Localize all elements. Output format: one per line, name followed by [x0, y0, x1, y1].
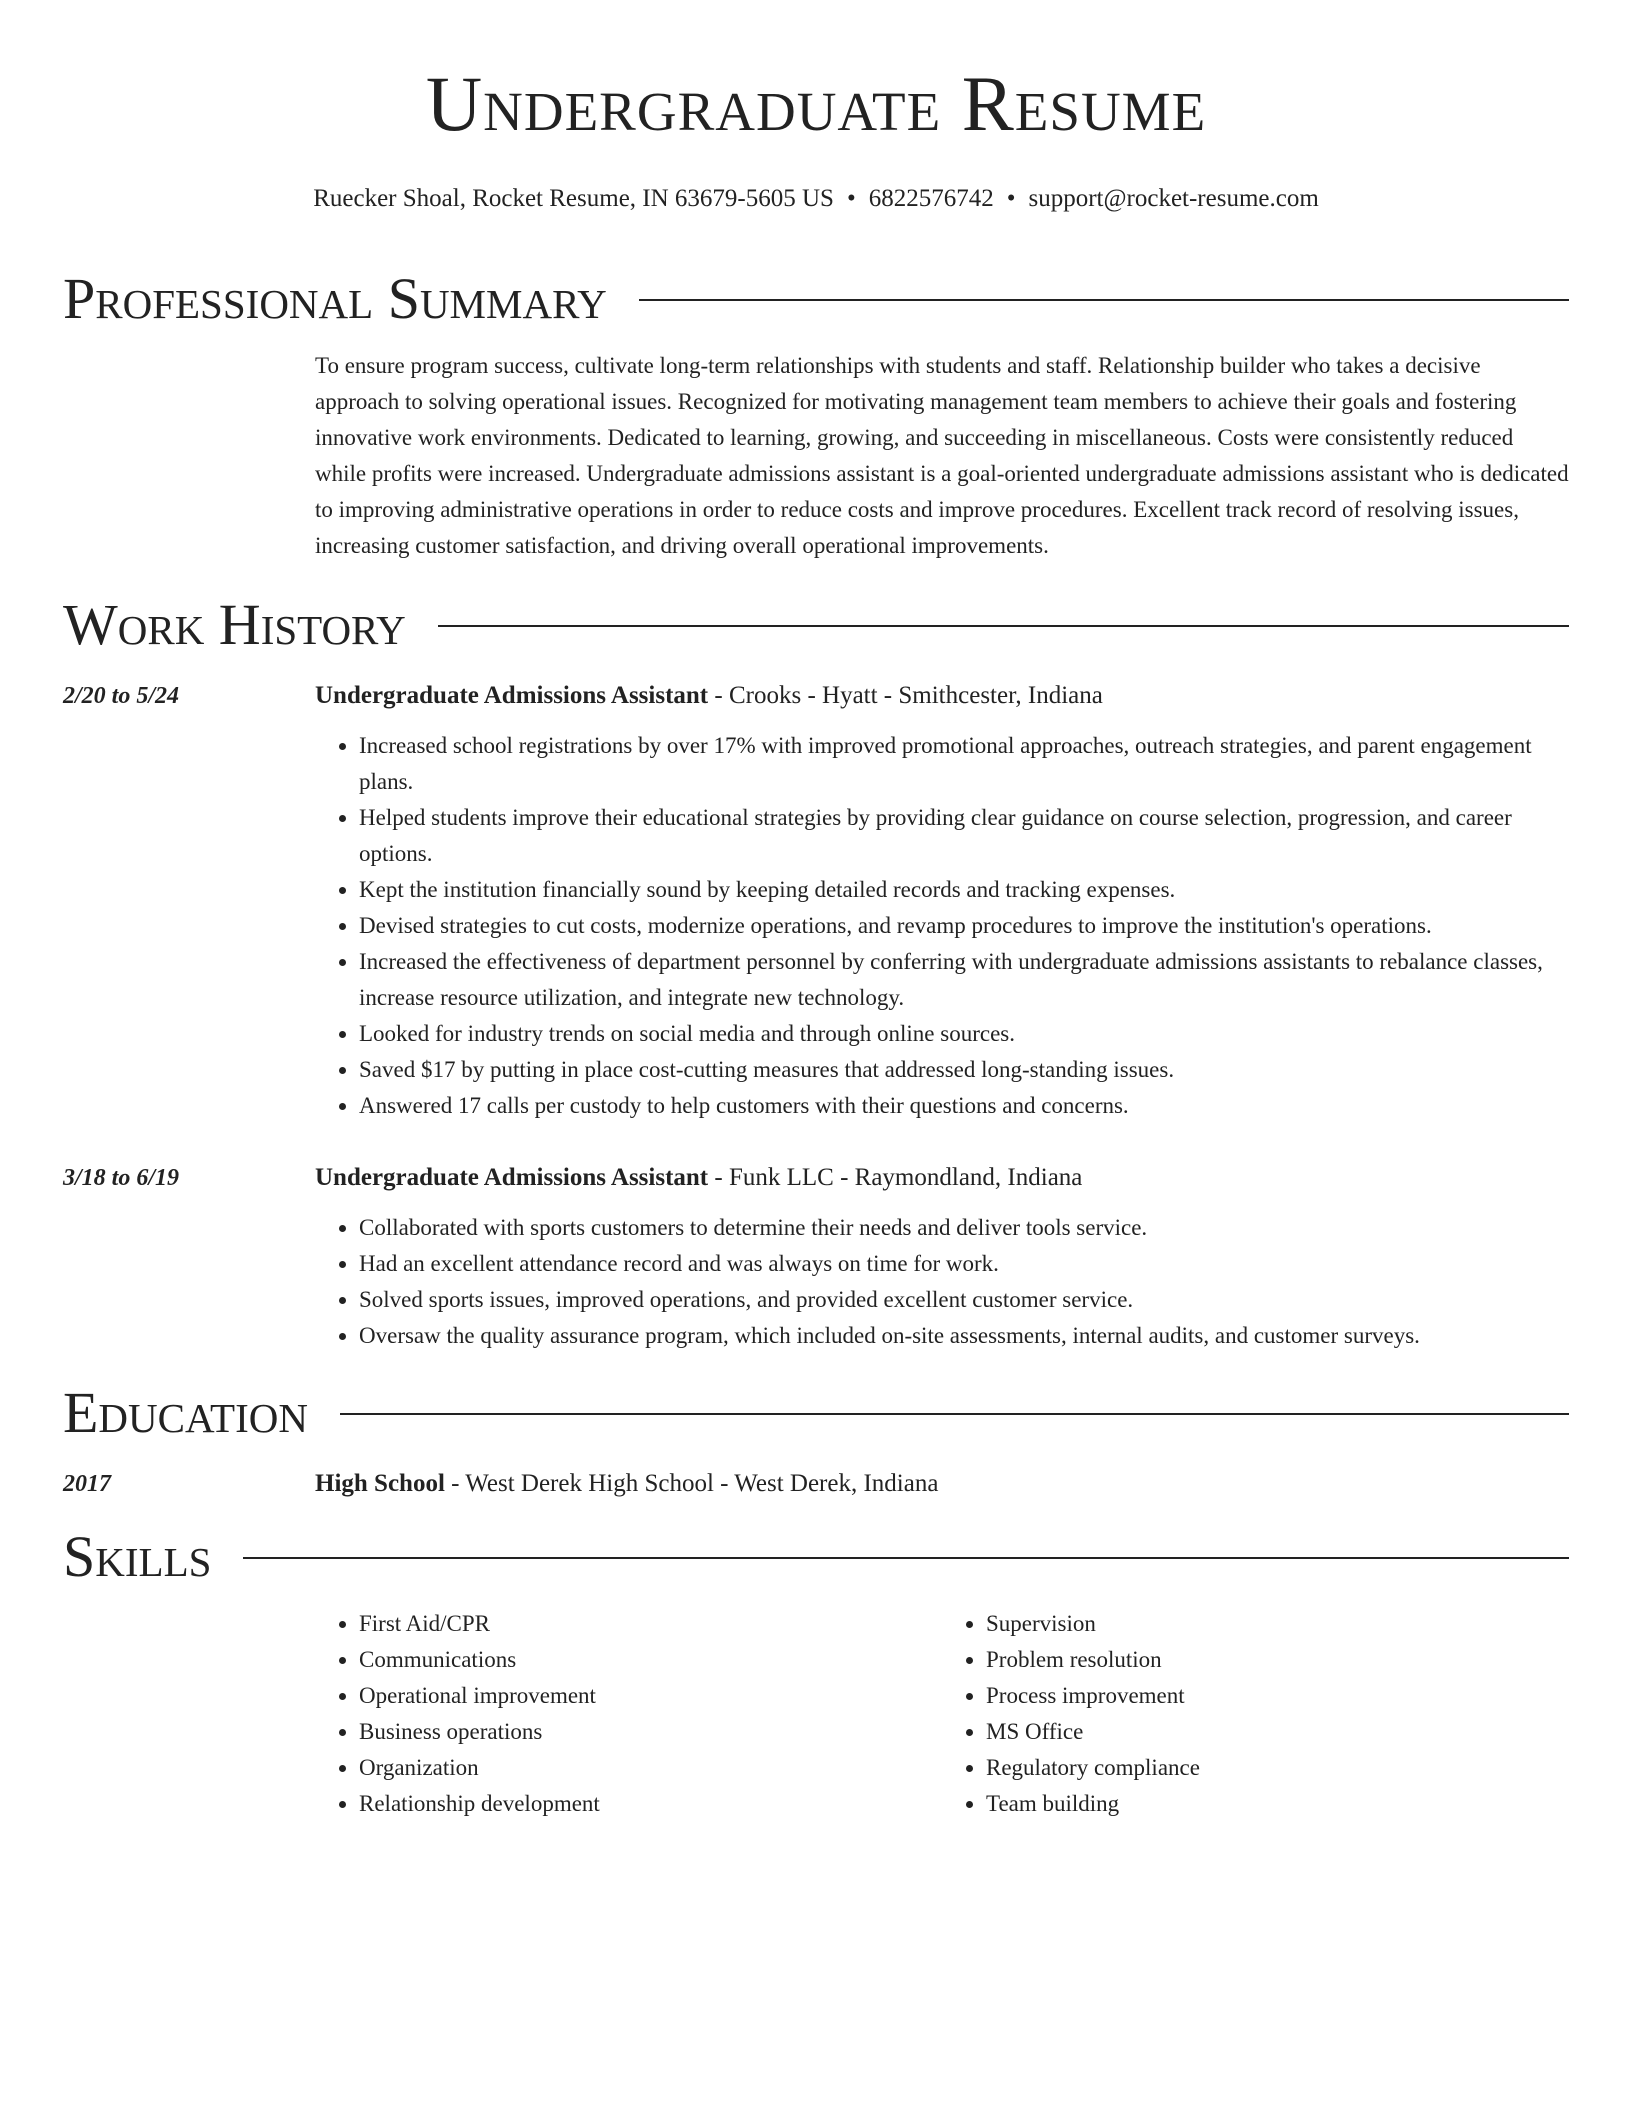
job-title: Undergraduate Admissions Assistant: [315, 682, 709, 709]
contact-line: [63, 182, 1569, 216]
skill-item: • Regulatory compliance: [986, 1750, 1569, 1786]
job-body: [315, 1160, 1569, 1354]
education-degree: High School: [315, 1470, 445, 1497]
section-divider: [340, 1413, 1569, 1415]
job-dates: 2/20 to 5/24: [63, 683, 180, 709]
summary-heading: Professional Summary: [63, 266, 607, 331]
skills-column-right: [942, 1606, 1569, 1822]
job-bullet: • Increased the effectiveness of department personnel by conferring with undergraduate admissions assistants to rebalance classes, increase resource utilization, and integrate new technology.: [359, 944, 1569, 1016]
job-bullets: [315, 1210, 1569, 1354]
job-entry: [63, 1160, 1569, 1354]
job-bullet: • Helped students improve their educational strategies by providing clear guidance on course selection, progression, and career options.: [359, 800, 1569, 872]
job-bullet: • Devised strategies to cut costs, modernize operations, and revamp procedures to improve the institution's operations.: [359, 908, 1569, 944]
education-year: 2017: [63, 1471, 111, 1497]
job-bullet: • Solved sports issues, improved operations, and provided excellent customer service.: [359, 1282, 1569, 1318]
education-heading-line: [315, 1466, 1569, 1502]
section-divider: [639, 299, 1569, 301]
education-details: - West Derek High School - West Derek, Indiana: [444, 1470, 939, 1497]
resume-title: Undergraduate Resume: [425, 60, 1207, 147]
job-bullet: • Answered 17 calls per custody to help customers with their questions and concerns.: [359, 1088, 1569, 1124]
skills-bullets: [315, 1606, 942, 1822]
job-details: - Crooks - Hyatt - Smithcester, Indiana: [708, 682, 1103, 709]
skills-column-left: [315, 1606, 942, 1822]
skills-bullets: [942, 1606, 1569, 1822]
job-bullet: • Saved $17 by putting in place cost-cutting measures that addressed long-standing issues.: [359, 1052, 1569, 1088]
skill-item: • Problem resolution: [986, 1642, 1569, 1678]
education-entry: [63, 1466, 1569, 1502]
skill-item: • Process improvement: [986, 1678, 1569, 1714]
skill-item: • Business operations: [359, 1714, 942, 1750]
job-body: [315, 678, 1569, 1124]
work-history-heading: Work History: [63, 592, 406, 657]
job-bullet: • Looked for industry trends on social media and through online sources.: [359, 1016, 1569, 1052]
education-section-header: [63, 1380, 1569, 1446]
skill-item: • Operational improvement: [359, 1678, 942, 1714]
contact-phone: 6822576742: [868, 185, 994, 212]
skill-item: • Team building: [986, 1786, 1569, 1822]
job-heading: [315, 1160, 1569, 1196]
skill-item: • Relationship development: [359, 1786, 942, 1822]
skill-item: • First Aid/CPR: [359, 1606, 942, 1642]
section-divider: [438, 625, 1569, 627]
job-details: - Funk LLC - Raymondland, Indiana: [708, 1164, 1083, 1191]
contact-separator: •: [1006, 185, 1016, 212]
job-bullet: • Kept the institution financially sound by keeping detailed records and tracking expenses.: [359, 872, 1569, 908]
job-heading: [315, 678, 1569, 714]
skills-list: [315, 1606, 1569, 1822]
skill-item: • Organization: [359, 1750, 942, 1786]
work-section-header: [63, 592, 1569, 658]
skills-heading: Skills: [63, 1524, 212, 1589]
summary-section-header: [63, 266, 1569, 332]
job-title: Undergraduate Admissions Assistant: [315, 1164, 709, 1191]
job-dates: 3/18 to 6/19: [63, 1165, 180, 1191]
contact-address: Ruecker Shoal, Rocket Resume, IN 63679-5605 US: [313, 185, 834, 212]
job-bullet: • Increased school registrations by over 17% with improved promotional approaches, outreach strategies, and parent engagement plans.: [359, 728, 1569, 800]
summary-text: To ensure program success, cultivate long-term relationships with students and staff. Relationship builder who takes a decisive approach to solving operational issues. Recognized for motivating management team members to achieve their goals and fostering innovative work environments. Dedicated to learning, growing, and succeeding in miscellaneous. Costs were consistently reduced while profits were increased. Undergraduate admissions assistant is a goal-oriented undergraduate admissions assistant who is dedicated to improving administrative operations in order to reduce costs and improve procedures. Excellent track record of resolving issues, increasing customer satisfaction, and driving overall operational improvements.: [315, 353, 1569, 558]
job-bullet: • Oversaw the quality assurance program, which included on-site assessments, internal audits, and customer surveys.: [359, 1318, 1569, 1354]
section-divider: [243, 1557, 1569, 1559]
skills-section-header: [63, 1524, 1569, 1590]
education-heading: Education: [63, 1380, 308, 1445]
job-entry: [63, 678, 1569, 1124]
job-bullets: [315, 728, 1569, 1124]
skill-item: • Communications: [359, 1642, 942, 1678]
skill-item: • MS Office: [986, 1714, 1569, 1750]
skill-item: • Supervision: [986, 1606, 1569, 1642]
job-bullet: • Had an excellent attendance record and was always on time for work.: [359, 1246, 1569, 1282]
contact-separator: •: [846, 185, 856, 212]
education-body: [315, 1466, 1569, 1502]
contact-email: support@rocket-resume.com: [1028, 185, 1319, 212]
job-bullet: • Collaborated with sports customers to determine their needs and deliver tools service.: [359, 1210, 1569, 1246]
